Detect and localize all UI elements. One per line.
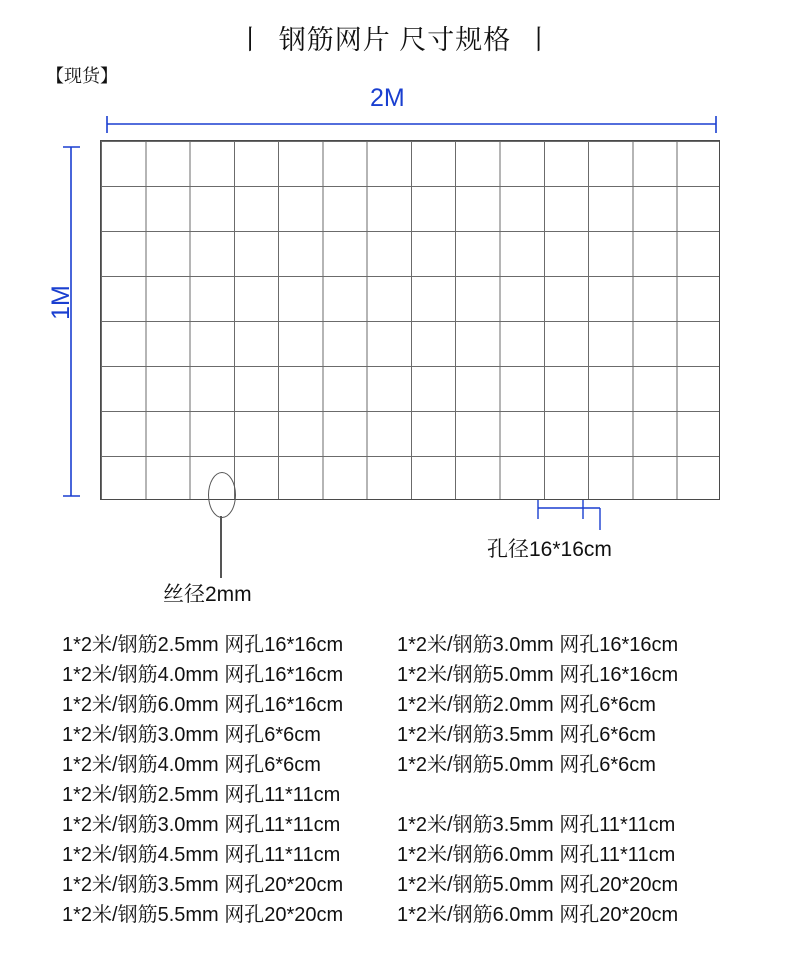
spec-item: 1*2米/钢筋4.5mm 网孔11*11cm [62,844,341,866]
spec-row [62,870,762,900]
spec-item: 1*2米/钢筋5.0mm 网孔6*6cm [397,754,656,776]
height-label: 1M [46,285,75,320]
spec-item: 1*2米/钢筋5.0mm 网孔20*20cm [397,874,679,896]
spec-item: 1*2米/钢筋4.0mm 网孔16*16cm [62,664,344,686]
spec-row [62,750,762,780]
spec-row [62,660,762,690]
spec-item: 1*2米/钢筋6.0mm 网孔11*11cm [397,844,676,866]
spec-item: 1*2米/钢筋3.5mm 网孔6*6cm [397,724,656,746]
spec-item [397,780,732,810]
spec-item: 1*2米/钢筋6.0mm 网孔20*20cm [397,904,679,926]
spec-item: 1*2米/钢筋2.0mm 网孔6*6cm [397,694,656,716]
mesh-grid [100,140,720,500]
spec-row [62,780,762,810]
spec-row [62,630,762,660]
spec-item: 1*2米/钢筋6.0mm 网孔16*16cm [62,694,344,716]
wire-diameter-label: 丝径2mm [163,583,252,606]
spec-row [62,840,762,870]
spec-row [62,810,762,840]
spec-item: 1*2米/钢筋2.5mm 网孔11*11cm [62,784,341,806]
spec-item: 1*2米/钢筋3.5mm 网孔20*20cm [62,874,344,896]
wire-diameter-leader-line [220,516,222,578]
spec-item: 1*2米/钢筋5.5mm 网孔20*20cm [62,904,344,926]
spec-row [62,720,762,750]
spec-item: 1*2米/钢筋3.0mm 网孔16*16cm [397,634,679,656]
spec-list [62,630,762,930]
title-left-bar: 丨 [236,25,265,55]
width-label: 2M [370,84,405,112]
spec-item: 1*2米/钢筋3.0mm 网孔11*11cm [62,814,341,836]
spec-item: 1*2米/钢筋4.0mm 网孔6*6cm [62,754,321,776]
spec-item: 1*2米/钢筋2.5mm 网孔16*16cm [62,634,344,656]
title-text: 钢筋网片 尺寸规格 [278,25,512,55]
stock-tag: 【现货】 [46,66,118,86]
spec-item: 1*2米/钢筋3.0mm 网孔6*6cm [62,724,321,746]
spec-row [62,690,762,720]
title-right-bar: 丨 [525,25,554,55]
wire-diameter-marker [208,472,236,518]
mesh-panel [100,140,720,500]
spec-item: 1*2米/钢筋3.5mm 网孔11*11cm [397,814,676,836]
hole-size-label: 孔径16*16cm [487,538,612,561]
spec-item: 1*2米/钢筋5.0mm 网孔16*16cm [397,664,679,686]
spec-row [62,900,762,930]
